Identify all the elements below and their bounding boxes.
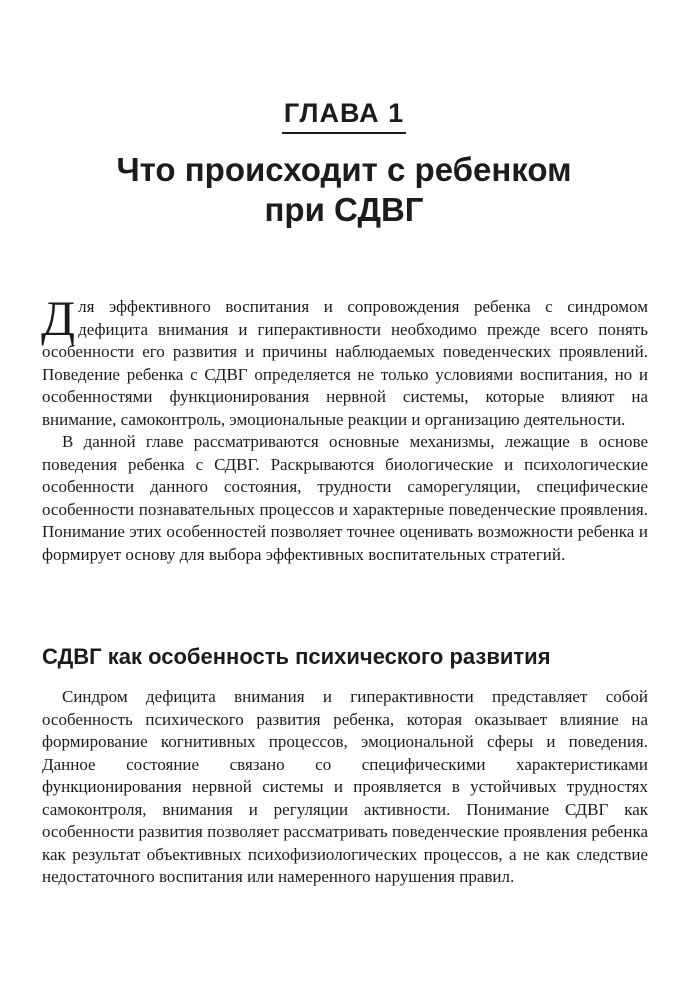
chapter-title-line-2: при СДВГ [264,191,424,228]
chapter-title-line-1: Что происходит с ребенком [116,151,572,188]
chapter-title [0,150,688,230]
intro-paragraph-2: В данной главе рассматриваются основные механизмы, лежащие в основе поведения ребенка с СДВГ. Раскрываются биологические и психологические особенности данного состояния, трудности саморегуляции, специфические особенности познавательных процессов и характерные поведенческие проявления. Понимание этих особенностей позволяет точнее оценивать возможности ребенка и формирует основу для выбора эффективных воспитательных стратегий. [42,432,648,564]
intro-paragraph-1-text: ля эффективного воспитания и сопровождения ребенка с синдромом дефицита внимания и гиперактивности необходимо прежде всего понять особенности его развития и причины наблюдаемых поведенческих проявлений. Поведение ребенка с СДВГ определяется не только условиями воспитания, но и особенностями функционирования нервной системы, которые влияют на внимание, самоконтроль, эмоциональные реакции и организацию деятельности. [42,297,648,429]
chapter-label-text: ГЛАВА 1 [282,98,406,134]
intro-paragraph-1 [41,290,648,431]
section-text [42,686,648,889]
intro-text [41,290,648,566]
section-heading: СДВГ как особенность психического развития [42,644,551,669]
section-paragraph-1: Синдром дефицита внимания и гиперактивности представляет собой особенность психического развития ребенка, которая оказывает влияние на формирование когнитивных процессов, эмоциональной сферы и поведения. Данное состояние связано со специфическими характеристиками функционирования нервной системы и проявляется в устойчивых трудностях самоконтроля, внимания и регуляции активности. Понимание СДВГ как особенности развития позволяет рассматривать поведенческие проявления ребенка как результат объективных психофизиологических процессов, а не как следствие недостаточного воспитания или намеренного нарушения правил. [42,687,648,886]
chapter-label [0,98,688,134]
drop-cap: Д [41,290,76,346]
